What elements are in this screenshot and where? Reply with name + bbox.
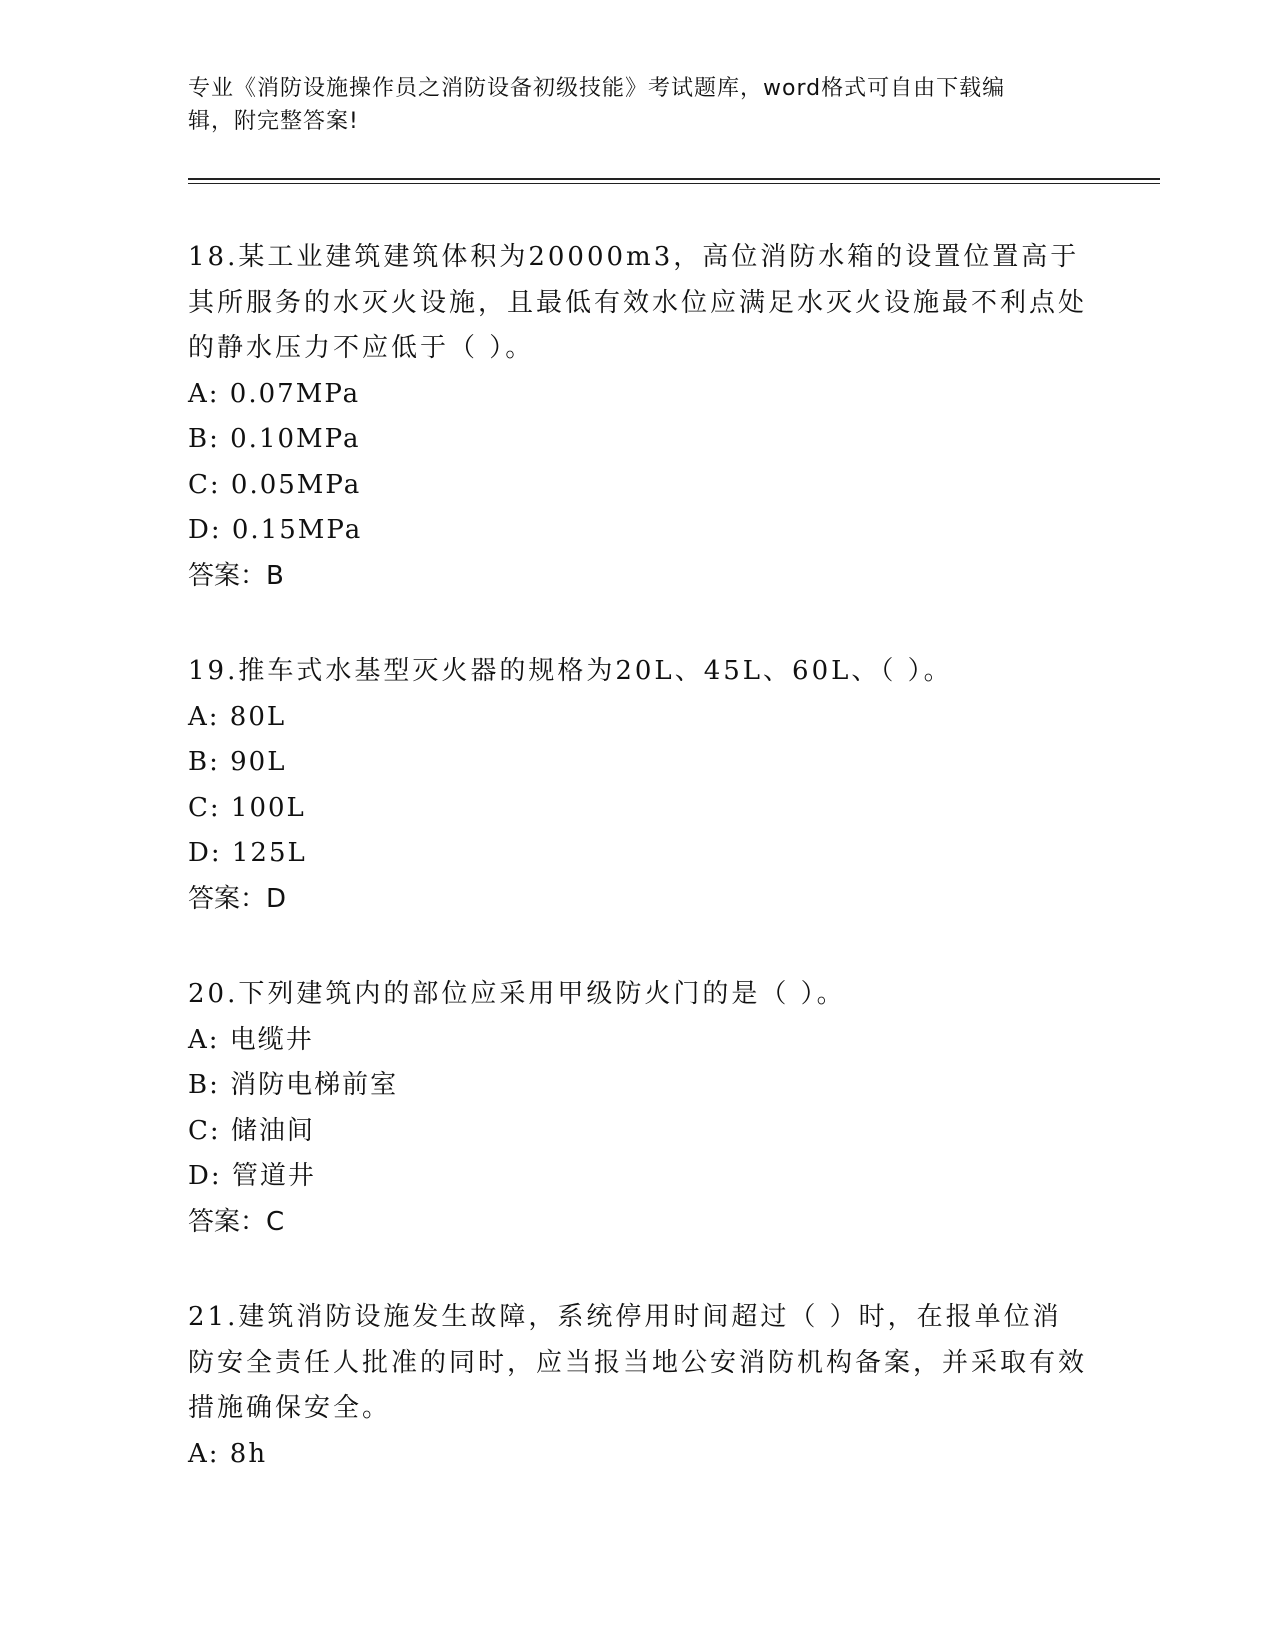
option-d: D: 管道井 xyxy=(188,1161,316,1191)
option-b: B: 0.10MPa xyxy=(188,424,361,454)
header-divider-thick xyxy=(188,178,1160,180)
question-list xyxy=(188,235,1088,1527)
option-c: C: 储油间 xyxy=(188,1115,315,1146)
question-19 xyxy=(188,649,1088,922)
header-line-2: 辑，附完整答案! xyxy=(188,109,359,134)
question-text: 21.建筑消防设施发生故障，系统停用时间超过（ ）时，在报单位消防安全责任人批准的同时，应当报当地公安消防机构备案，并采取有效措施确保安全。 xyxy=(188,1302,1088,1423)
header-line-1: 专业《消防设施操作员之消防设备初级技能》考试题库，word格式可自由下载编 xyxy=(188,76,1006,101)
option-c: C: 100L xyxy=(188,792,306,823)
question-21 xyxy=(188,1295,1088,1477)
option-a: A: 8h xyxy=(188,1438,268,1469)
question-20 xyxy=(188,972,1088,1245)
option-c: C: 0.05MPa xyxy=(188,469,362,500)
option-d: D: 125L xyxy=(188,838,307,868)
question-text: 18.某工业建筑建筑体积为20000m3，高位消防水箱的设置位置高于其所服务的水灭火设施，且最低有效水位应满足水灭火设施最不利点处的静水压力不应低于（ ）。 xyxy=(188,242,1088,363)
question-text: 20.下列建筑内的部位应采用甲级防火门的是（ ）。 xyxy=(188,979,846,1009)
answer-line: 答案：D xyxy=(188,883,287,914)
question-text: 19.推车式水基型灭火器的规格为20L、45L、60L、（ ）。 xyxy=(188,656,953,686)
option-d: D: 0.15MPa xyxy=(188,515,363,545)
option-a: A: 电缆井 xyxy=(188,1024,314,1055)
answer-line: 答案：B xyxy=(188,560,284,591)
option-b: B: 消防电梯前室 xyxy=(188,1070,399,1100)
option-a: A: 0.07MPa xyxy=(188,378,361,409)
option-a: A: 80L xyxy=(188,701,287,732)
question-18 xyxy=(188,235,1088,599)
header-divider-thin xyxy=(188,183,1160,184)
option-b: B: 90L xyxy=(188,747,287,777)
document-header xyxy=(188,72,1068,138)
answer-line: 答案：C xyxy=(188,1206,285,1237)
